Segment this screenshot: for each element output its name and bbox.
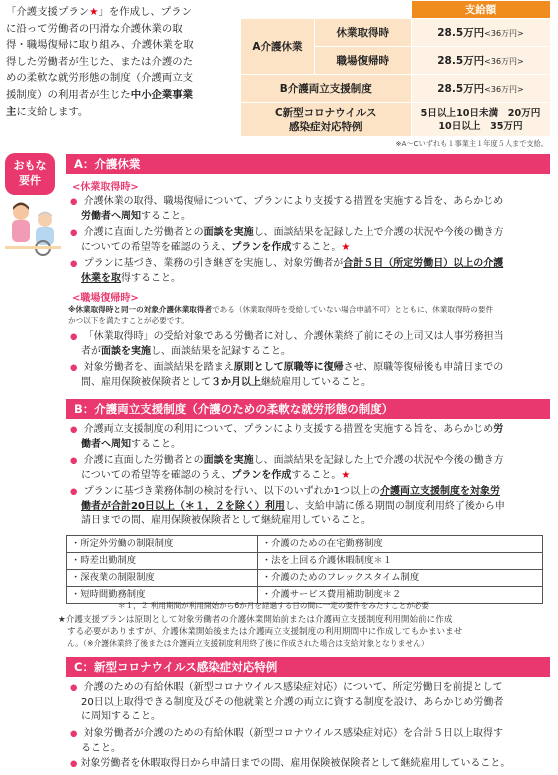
support-options-table: [66, 535, 543, 604]
sub-return: 職場復帰時: [315, 47, 412, 75]
list-item: ● 対象労働者が介護のための有給休暇（新型コロナウイルス感染症対応）を合計５日以上取得す ること。: [68, 727, 558, 756]
list-item: ● プランに基づき、業務の引き継ぎを実施し、対象労働者が合計５日（所定労働日）以上の介護 休業を取得すること。: [68, 257, 558, 286]
amount-value: 5日以上10日未満 20万円 10日以上 35万円: [411, 103, 550, 137]
category-b: B介護両立支援制度: [241, 75, 412, 103]
list-item: ● プランに基づき業務体制の検討を行い、以下のいずれか1つ以上の介護両立支援制度を対象労 働者が合計20日以上（＊１，２を除く）利用し、支給申請に係る期間の制度利用終了後から申 請日までの間、雇用保険被保険者として継続雇用していること。: [68, 485, 558, 529]
section-b-header: B：介護両立支援制度（介護のための柔軟な就労形態の制度）: [66, 399, 550, 419]
star-mark: ★: [89, 6, 99, 18]
category-c: C新型コロナウイルス 感染症対応特例: [241, 103, 412, 137]
section-a-header: A：介護休業: [66, 154, 550, 174]
section-c-header: C：新型コロナウイルス感染症対応特例: [66, 657, 550, 677]
option-cell: ・所定外労働の制限制度: [67, 536, 258, 553]
intro-text: 「介護支援プラン★」を作成し、プラン に沿って労働者の円滑な介護休業の取 得・職場復帰に取り組み、介護休業を取 得した労働者が生じた、または介護のた めの柔軟な就労形態の制度（介護両立支 援制度）の利用者が生じた中小企業事業 主に支給します。: [6, 6, 194, 118]
option-cell: ・介護サービス費用補助制度＊２: [257, 587, 542, 604]
list-item: ● 介護両立支援制度の利用について、プランにより支援する措置を実施する旨を、あらかじめ労 働者へ周知すること。: [68, 423, 558, 452]
list-item: ● 介護のための有給休暇（新型コロナウイルス感染症対応）について、所定労働日を前提として 20日以上取得できる制度及びその他就業と介護の両立に資する制度を設け、あらかじめ労働者 に周知すること。: [68, 681, 558, 725]
requirements-badge: おもな 要件: [5, 153, 55, 195]
caregiver-illustration: [3, 198, 63, 256]
amount-note: ※A～Cいずれも１事業主１年度５人まで支給。: [395, 139, 548, 148]
option-cell: ・短時間勤務制度: [67, 587, 258, 604]
list-item: ● 対象労働者を休暇取得日から申請日までの間、雇用保険被保険者として継続雇用していること。: [68, 757, 558, 772]
option-cell: ・介護のための在宅勤務制度: [257, 536, 542, 553]
intro-line: 「介護支援プラン: [6, 6, 90, 18]
list-item: ● 「休業取得時」の受給対象である労働者に対し、介護休業終了前にその上司又は人事労務担当 者が面談を実施し、面談結果を記録すること。: [68, 330, 558, 359]
list-item: ● 介護休業の取得、職場復帰について、プランにより支援する措置を実施する旨を、あらかじめ 労働者へ周知すること。: [68, 195, 558, 224]
subhead-leave-start: <休業取得時>: [72, 182, 139, 193]
amount-value: 28.5万円<36万円>: [411, 19, 550, 47]
option-cell: ・時差出勤制度: [67, 553, 258, 570]
option-cell: ・深夜業の制限制度: [67, 570, 258, 587]
list-item: ● 介護に直面した労働者との面談を実施し、面談結果を記録した上で介護の状況や今後の働き方 についての希望等を確認のうえ、プランを作成すること。★: [68, 226, 558, 255]
list-item: ● 介護に直面した労働者との面談を実施し、面談結果を記録した上で介護の状況や今後の働き方 についての希望等を確認のうえ、プランを作成すること。★: [68, 454, 558, 483]
amount-value: 28.5万円<36万円>: [411, 47, 550, 75]
subhead-return: <職場復帰時>: [72, 293, 139, 304]
option-cell: ・法を上回る介護休暇制度＊１: [257, 553, 542, 570]
return-note: ※休業取得時と同一の対象介護休業取得者である（休業取得時を受給していない場合申請不可）とともに、休業取得時の要件 かつ以下を満たすことが必要です。: [68, 305, 494, 325]
option-note: ＊１，２ 利用期間が利用開始から6か月を経過する日の間に一定の要件をみたすことが必要: [118, 601, 429, 610]
plan-note: ★介護支援プランは原則として対象労働者の介護休業開始前または介護両立支援制度利用開始前に作成 する必要がありますが、介護休業開始後または介護両立支援制度の利用期間中に作成してもかまいませ ん。（※介護休業終了後または介護両立支援制度利用終了後に作成された場合は支給対象となりません）: [58, 615, 463, 648]
sub-leave-start: 休業取得時: [315, 19, 412, 47]
category-a: A介護休業: [241, 19, 315, 75]
amount-header: 支給額: [411, 1, 550, 19]
option-cell: ・介護のためのフレックスタイム制度: [257, 570, 542, 587]
amount-value: 28.5万円<36万円>: [411, 75, 550, 103]
list-item: ● 対象労働者を、面談結果を踏まえ原則として原職等に復帰させ、原職等復帰後も申請日までの 間、雇用保険被保険者として３か月以上継続雇用していること。: [68, 361, 558, 390]
amount-table: [240, 0, 551, 137]
